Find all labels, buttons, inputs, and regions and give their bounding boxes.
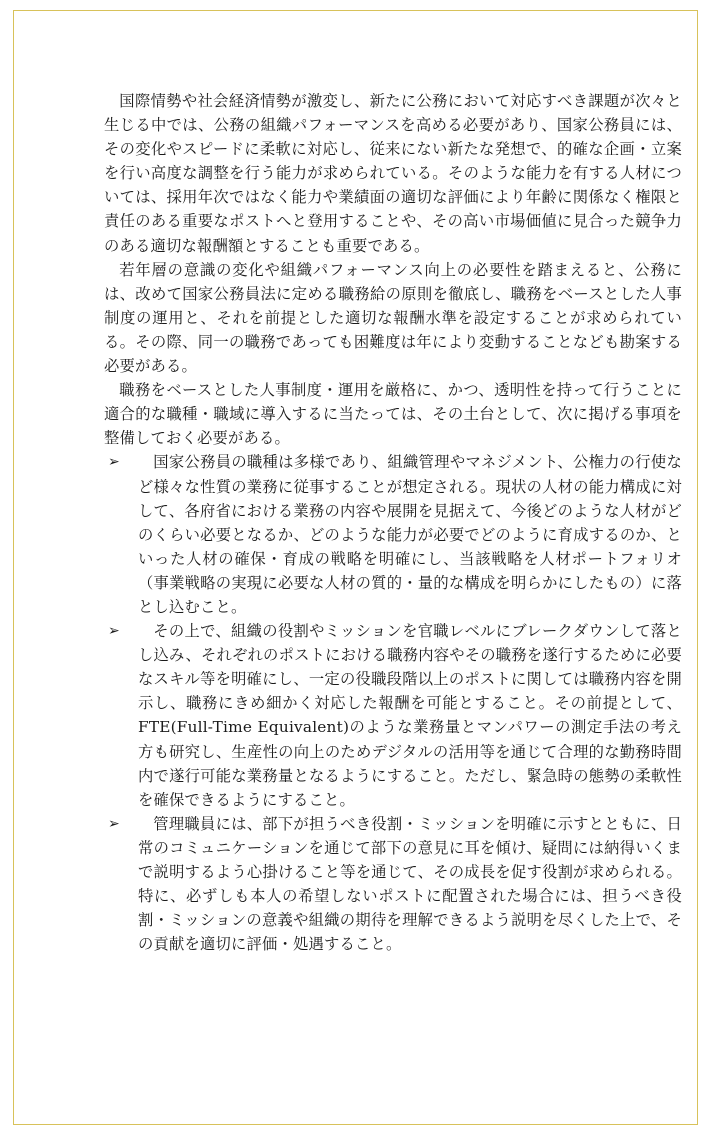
list-item <box>104 812 682 957</box>
bullet-text-1: 国家公務員の職種は多様であり、組織管理やマネジメント、公権力の行使など様々な性質の業務に従事することが想定される。現状の人材の能力構成に対して、各府省における業務の内容や展開を見据えて、今後どのような人材がどのくらい必要となるか、どのような能力が必要でどのように育成するのか、といった人材の確保・育成の戦略を明確にし、当該戦略を人材ポートフォリオ（事業戦略の実現に必要な人材の質的・量的な構成を明らかにしたもの）に落とし込むこと。 <box>138 453 682 616</box>
paragraph-2: 若年層の意識の変化や組織パフォーマンス向上の必要性を踏まえると、公務には、改めて国家公務員法に定める職務給の原則を徹底し、職務をベースとした人事制度の運用と、それを前提とした適切な報酬水準を設定することが求められている。その際、同一の職務であっても困難度は年により変動することなども勘案する必要がある。 <box>104 260 682 376</box>
list-item <box>104 619 682 812</box>
paragraph-3: 職務をベースとした人事制度・運用を厳格に、かつ、透明性を持って行うことに適合的な職種・職域に導入するに当たっては、その土台として、次に掲げる事項を整備しておく必要がある。 <box>104 381 682 448</box>
arrow-bullet-icon: ➢ <box>108 454 120 471</box>
document-body <box>104 89 682 956</box>
arrow-bullet-icon: ➢ <box>108 815 120 832</box>
list-item <box>104 450 682 619</box>
bullet-list <box>104 450 682 956</box>
bullet-text-3: 管理職員には、部下が担うべき役割・ミッションを明確に示すとともに、日常のコミュニケーションを通じて部下の意見に耳を傾け、疑問には納得いくまで説明するよう心掛けること等を通じて、その成長を促す役割が求められる。特に、必ずしも本人の希望しないポストに配置された場合には、担うべき役割・ミッションの意義や組織の期待を理解できるよう説明を尽くした上で、その貢献を適切に評価・処遇すること。 <box>138 814 682 954</box>
bullet-text-2: その上で、組織の役割やミッションを官職レベルにブレークダウンして落とし込み、それぞれのポストにおける職務内容やその職務を遂行するために必要なスキル等を明確にし、一定の役職段階以上のポストに関しては職務内容を開示し、職務にきめ細かく対応した報酬を可能とすること。その前提として、FTE(Full-Time Equivalent)のような業務量とマンパワーの測定手法の考え方も研究し、生産性の向上のためデジタルの活用等を通じて合理的な勤務時間内で遂行可能な業務量となるようにすること。ただし、緊急時の態勢の柔軟性を確保できるようにすること。 <box>138 622 682 809</box>
arrow-bullet-icon: ➢ <box>108 623 120 640</box>
paragraph-1: 国際情勢や社会経済情勢が激変し、新たに公務において対応すべき課題が次々と生じる中では、公務の組織パフォーマンスを高める必要があり、国家公務員には、その変化やスピードに柔軟に対応し、従来にない新たな発想で、的確な企画・立案を行い高度な調整を行う能力が求められている。そのような能力を有する人材については、採用年次ではなく能力や業績面の適切な評価により年齢に関係なく権限と責任のある重要なポストへと登用することや、その高い市場価値に見合った競争力のある適切な報酬額とすることも重要である。 <box>104 92 682 255</box>
